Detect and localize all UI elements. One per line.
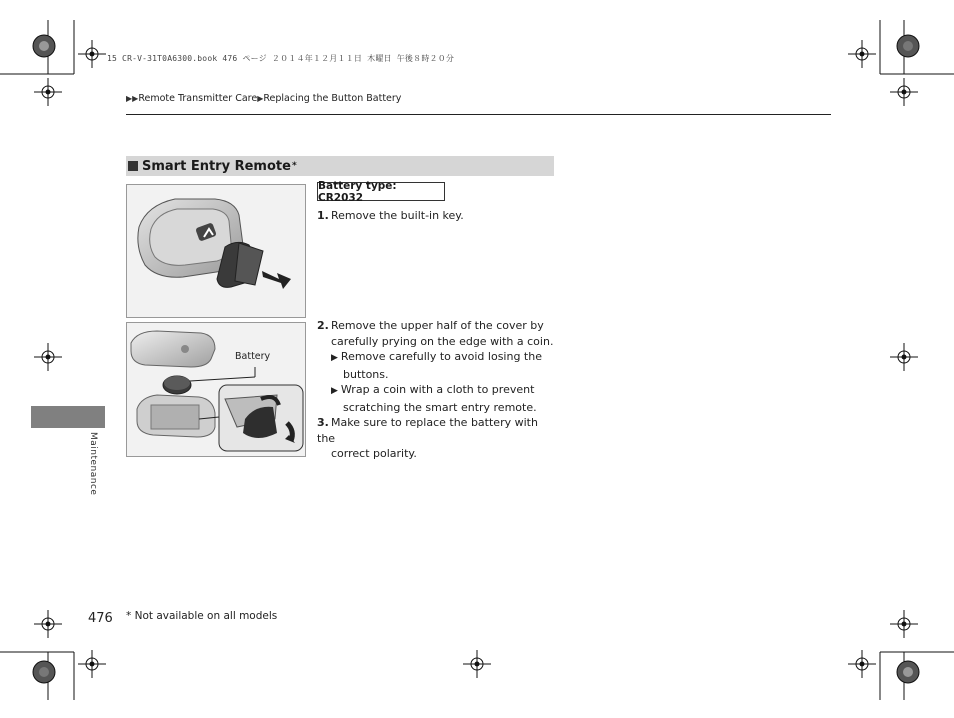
print-header: 15 CR-V-31T0A6300.book 476 ページ ２０１４年１２月１１日 木曜日 午後８時２０分 (107, 54, 455, 63)
step-text: correct polarity. (331, 447, 417, 460)
step-2 (317, 318, 557, 462)
triangle-bullet-icon: ▶ (331, 386, 338, 396)
step-text: Remove the upper half of the cover by (331, 319, 544, 332)
battery-callout-label: Battery (235, 351, 271, 362)
remote-key-illustration (127, 185, 306, 318)
breadcrumb-current: Replacing the Button Battery (263, 93, 402, 104)
battery-illustration (127, 323, 306, 457)
step-text: Remove the built-in key. (331, 209, 464, 222)
header-rule (126, 114, 831, 115)
step-number: 3. (317, 416, 329, 429)
footnote: * Not available on all models (126, 610, 278, 622)
step-note (317, 382, 557, 400)
step-number: 1. (317, 209, 329, 222)
step-note (317, 349, 557, 367)
breadcrumb-arrow-icon: ▶ (257, 94, 264, 103)
note-text: Wrap a coin with a cloth to prevent (340, 383, 535, 396)
note-text: buttons. (343, 367, 389, 381)
step-1 (317, 208, 464, 224)
side-tab (31, 406, 105, 428)
battery-type-box: Battery type: CR2032 (317, 182, 445, 201)
note-text: Remove carefully to avoid losing the (340, 350, 542, 363)
page-number: 476 (88, 611, 113, 626)
figure-battery (126, 322, 306, 457)
footnote-marker: * (291, 161, 297, 171)
step-number: 2. (317, 319, 329, 332)
step-text: Make sure to replace the battery with the (317, 416, 538, 445)
section-title: Smart Entry Remote (142, 158, 291, 174)
breadcrumb (126, 93, 401, 104)
breadcrumb-arrow-icon: ▶▶ (126, 94, 139, 103)
triangle-bullet-icon: ▶ (331, 353, 338, 363)
step-text: carefully prying on the edge with a coin. (331, 334, 554, 348)
section-heading (126, 156, 554, 176)
square-bullet-icon (128, 161, 138, 171)
figure-remove-key (126, 184, 306, 318)
side-label: Maintenance (88, 432, 98, 496)
breadcrumb-parent[interactable]: Remote Transmitter Care (138, 93, 258, 104)
note-text: scratching the smart entry remote. (343, 400, 537, 414)
